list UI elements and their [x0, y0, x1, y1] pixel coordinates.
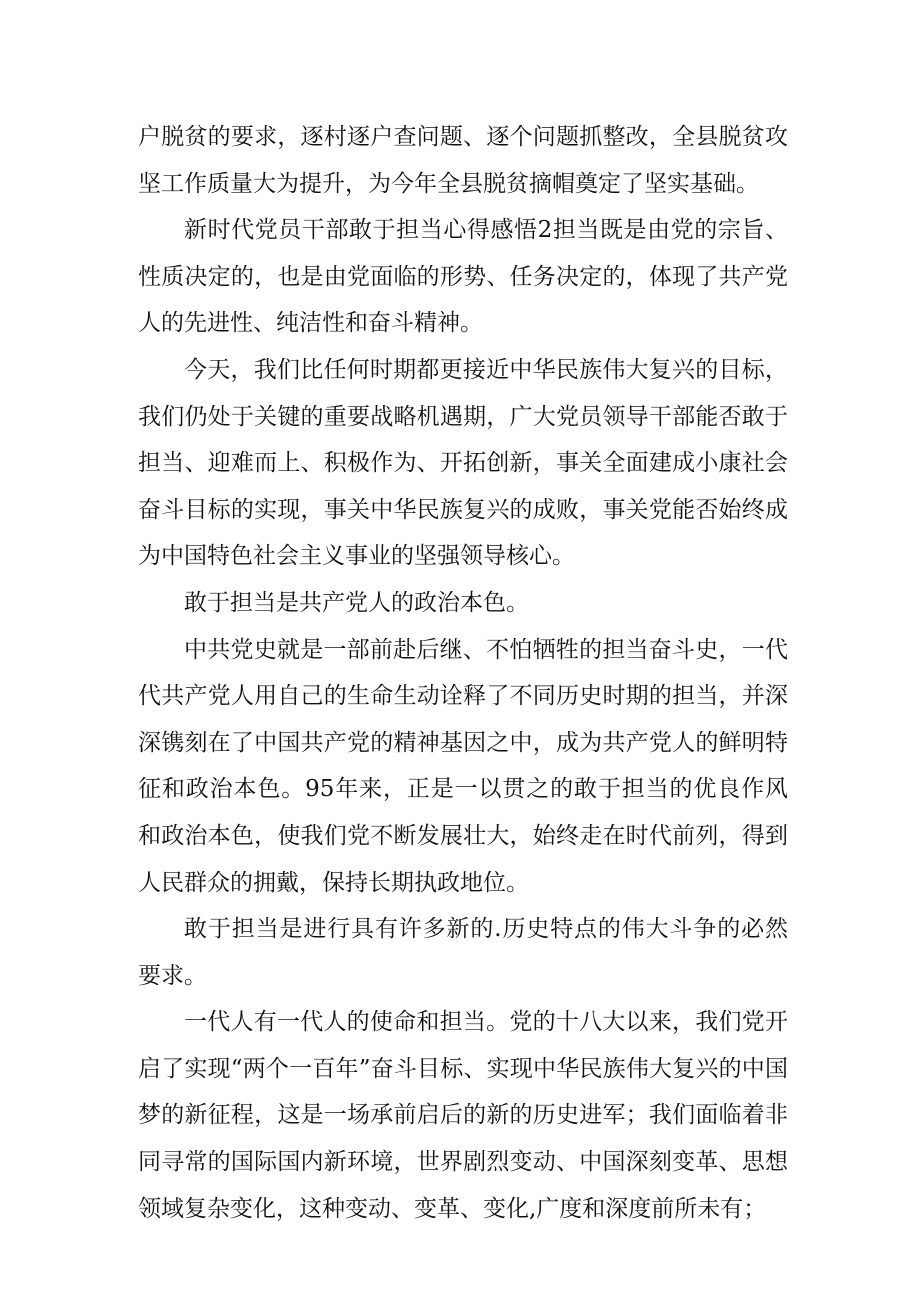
- document-body: [138, 114, 788, 1232]
- paragraph: 一代人有一代人的使命和担当。党的十八大以来，我们党开启了实现“两个一百年”奋斗目标、实现中华民族伟大复兴的中国梦的新征程，这是一场承前启后的新的历史进军；我们面临着非同寻常的国际国内新环境，世界剧烈变动、中国深刻变革、思想领域复杂变化，这种变动、变革、变化,广度和深度前所未有；: [138, 1009, 788, 1222]
- paragraph: 新时代党员干部敢于担当心得感悟2担当既是由党的宗旨、性质决定的，也是由党面临的形势、任务决定的，体现了共产党人的先进性、纯洁性和奋斗精神。: [138, 217, 788, 337]
- paragraph: 今天，我们比任何时期都更接近中华民族伟大复兴的目标，我们仍处于关键的重要战略机遇期，广大党员领导干部能否敢于担当、迎难而上、积极作为、开拓创新，事关全面建成小康社会奋斗目标的实现，事关中华民族复兴的成败，事关党能否始终成为中国特色社会主义事业的坚强领导核心。: [138, 356, 788, 570]
- paragraph: 敢于担当是共产党人的政治本色。: [184, 589, 529, 616]
- paragraph: 中共党史就是一部前赴后继、不怕牺牲的担当奋斗史，一代代共产党人用自己的生命生动诠释了不同历史时期的担当，并深深镌刻在了中国共产党的精神基因之中，成为共产党人的鲜明特征和政治本色。95年来，正是一以贯之的敢于担当的优良作风和政治本色，使我们党不断发展壮大，始终走在时代前列，得到人民群众的拥戴，保持长期执政地位。: [138, 636, 788, 896]
- paragraph: 敢于担当是进行具有许多新的.历史特点的伟大斗争的必然要求。: [138, 916, 788, 989]
- paragraph-continued: 户脱贫的要求，逐村逐户查问题、逐个问题抓整改，全县脱贫攻坚工作质量大为提升，为今年全县脱贫摘帽奠定了坚实基础。: [138, 124, 788, 197]
